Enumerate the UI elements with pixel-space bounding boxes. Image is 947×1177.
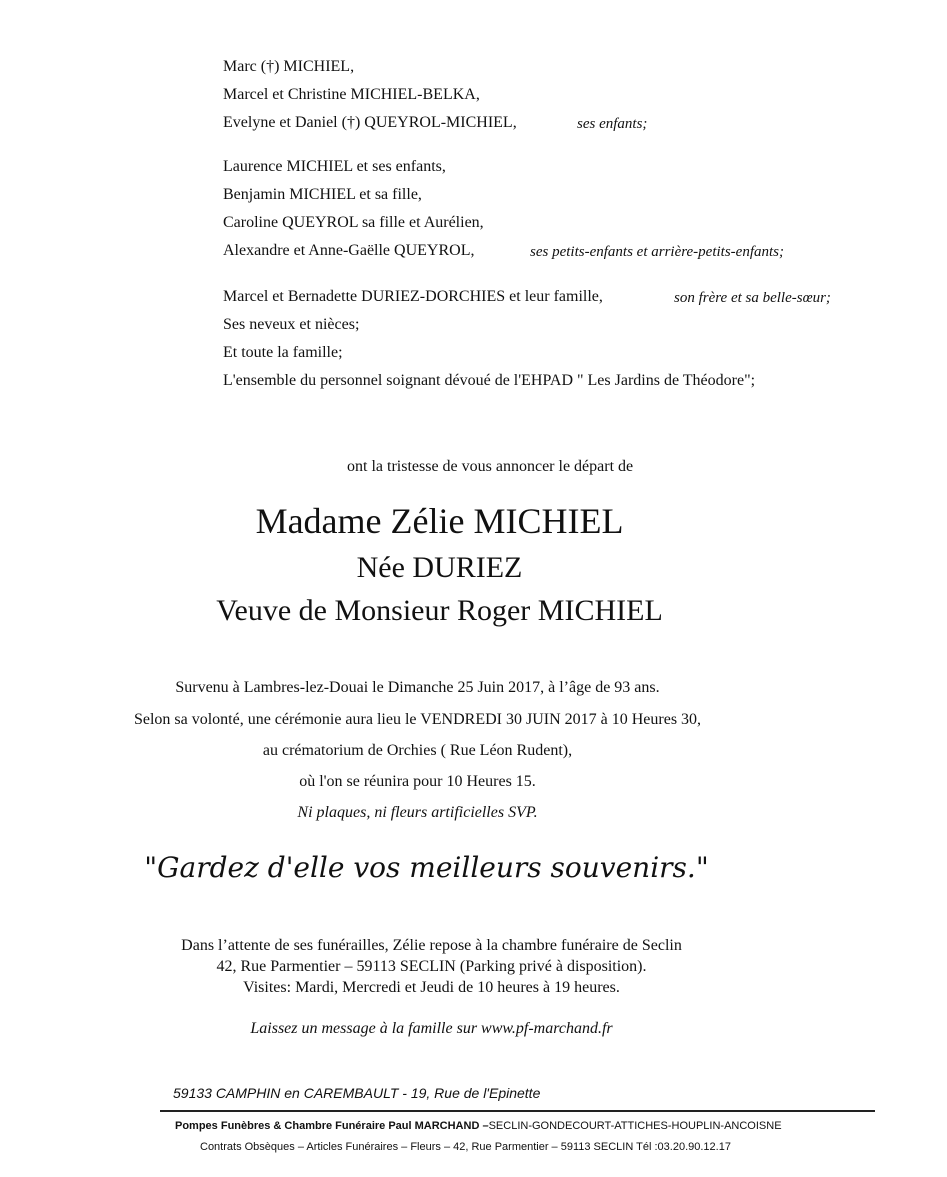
viewing-line-3: Visites: Mardi, Mercredi et Jeudi de 10 heures à 19 heures.	[243, 979, 620, 996]
company-towns: SECLIN-GONDECOURT-ATTICHES-HOUPLIN-ANCOISNE	[488, 1120, 782, 1132]
relation-label: ses enfants;	[577, 116, 648, 132]
family-line: Alexandre et Anne-Gaëlle QUEYROL,	[223, 242, 475, 259]
family-line: Marcel et Bernadette DURIEZ-DORCHIES et leur famille,	[223, 288, 603, 305]
announcement-intro: ont la tristesse de vous annoncer le départ de	[347, 458, 634, 475]
viewing-line-2: 42, Rue Parmentier – 59113 SECLIN (Parking privé à disposition).	[216, 958, 647, 975]
family-line: Laurence MICHIEL et ses enfants,	[223, 158, 446, 175]
meeting-time: où l'on se réunira pour 10 Heures 15.	[299, 773, 536, 790]
footer-divider	[160, 1110, 875, 1112]
viewing-line-1: Dans l’attente de ses funérailles, Zélie repose à la chambre funéraire de Seclin	[181, 937, 682, 954]
family-line: Benjamin MICHIEL et sa fille,	[223, 186, 422, 203]
family-line: Evelyne et Daniel (†) QUEYROL-MICHIEL,	[223, 114, 517, 131]
family-line: Marc (†) MICHIEL,	[223, 58, 355, 75]
maiden-name: Née DURIEZ	[356, 551, 523, 584]
widow-of: Veuve de Monsieur Roger MICHIEL	[216, 594, 663, 627]
relation-label: son frère et sa belle-sœur;	[674, 290, 831, 306]
relation-label: ses petits-enfants et arrière-petits-enfants;	[530, 244, 784, 260]
ceremony-info: Selon sa volonté, une cérémonie aura lieu le VENDREDI 30 JUIN 2017 à 10 Heures 30,	[133, 711, 702, 728]
family-line: L'ensemble du personnel soignant dévoué de l'EHPAD " Les Jardins de Théodore";	[223, 372, 756, 389]
footer-company	[175, 1120, 782, 1132]
family-line: Marcel et Christine MICHIEL-BELKA,	[223, 86, 480, 103]
website-message: Laissez un message à la famille sur www.pf-marchand.fr	[250, 1020, 613, 1037]
footer-services: Contrats Obsèques – Articles Funéraires – Fleurs – 42, Rue Parmentier – 59113 SECLIN Tél :03.20.90.12.17	[200, 1141, 731, 1153]
family-line: Ses neveux et nièces;	[223, 316, 360, 333]
footer-address: 59133 CAMPHIN en CAREMBAULT - 19, Rue de l'Epinette	[173, 1085, 541, 1101]
death-info: Survenu à Lambres-lez-Douai le Dimanche 25 Juin 2017, à l’âge de 93 ans.	[175, 679, 660, 696]
deceased-name: Madame Zélie MICHIEL	[255, 501, 624, 541]
no-flowers-note: Ni plaques, ni fleurs artificielles SVP.	[297, 804, 538, 821]
ceremony-place: au crématorium de Orchies ( Rue Léon Rudent),	[262, 742, 573, 759]
memorial-quote: "Gardez d'elle vos meilleurs souvenirs."	[144, 851, 709, 884]
family-line: Caroline QUEYROL sa fille et Aurélien,	[223, 214, 484, 231]
family-line: Et toute la famille;	[223, 344, 343, 361]
company-name: Pompes Funèbres & Chambre Funéraire Paul MARCHAND –	[175, 1120, 489, 1132]
